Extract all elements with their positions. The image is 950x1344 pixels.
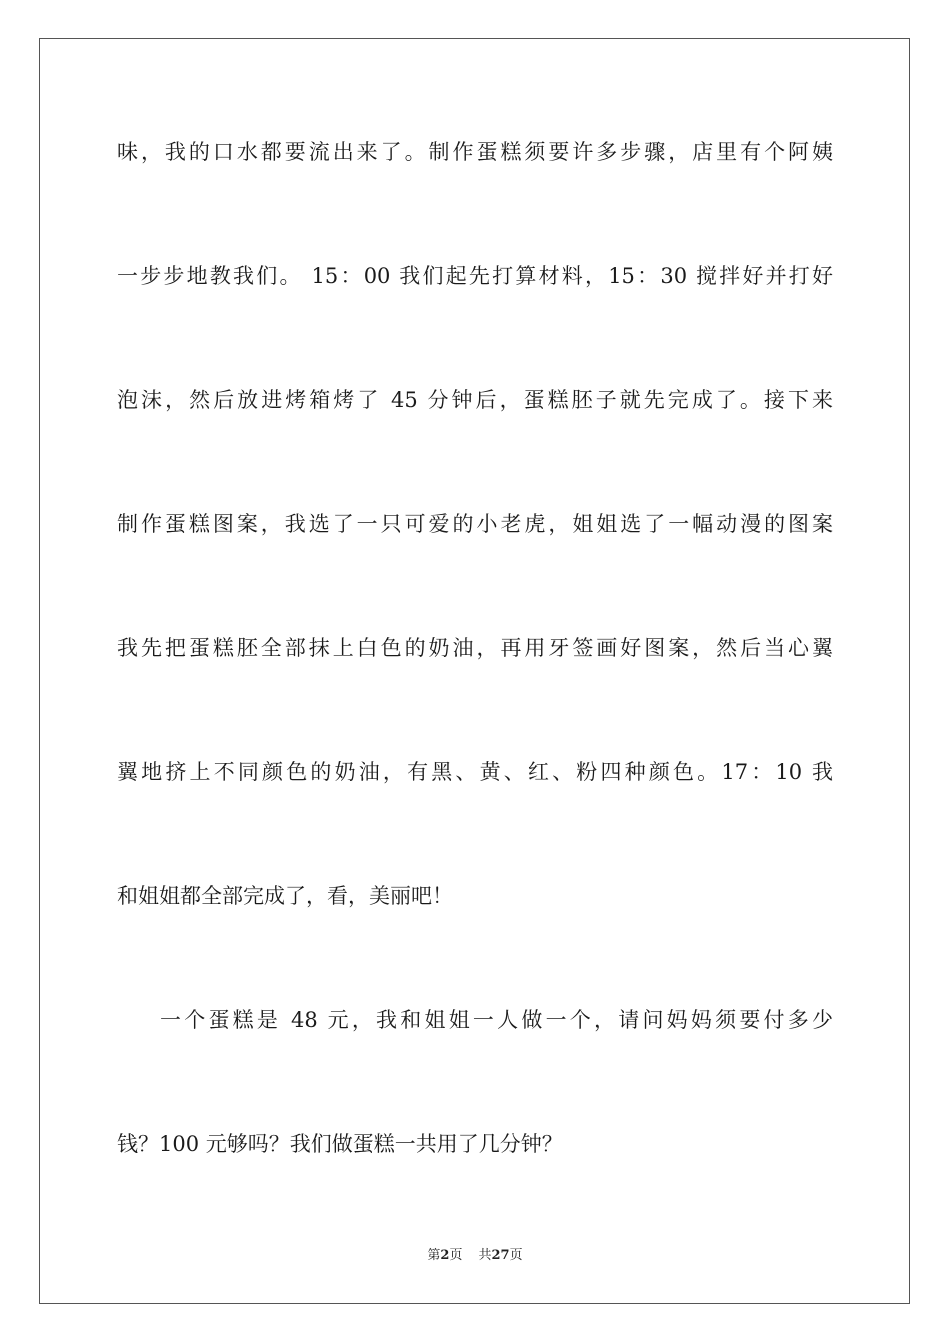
text-line: 和姐姐都全部完成了，看，美丽吧！ <box>117 884 453 908</box>
page-footer <box>0 1247 950 1265</box>
page-border <box>39 38 910 1304</box>
text-line: 制作蛋糕图案，我选了一只可爱的小老虎，姐姐选了一幅动漫的图案 <box>117 512 833 536</box>
text-line: 一步步地教我们。 15：00 我们起先打算材料，15：30 搅拌好并打好 <box>117 264 833 288</box>
text-line: 钱？100 元够吗？我们做蛋糕一共用了几分钟？ <box>117 1132 563 1156</box>
text-line: 我先把蛋糕胚全部抹上白色的奶油，再用牙签画好图案，然后当心翼 <box>117 636 833 660</box>
paragraph-first-line: 一个蛋糕是 48 元，我和姐姐一人做一个，请问妈妈须要付多少 <box>160 1008 833 1032</box>
total-pages: 27 <box>491 1248 510 1263</box>
total-prefix: 共 <box>478 1248 492 1263</box>
text-line: 味，我的口水都要流出来了。制作蛋糕须要许多步骤，店里有个阿姨 <box>117 140 833 164</box>
text-line: 泡沫，然后放进烤箱烤了 45 分钟后，蛋糕胚子就先完成了。接下来 <box>117 388 833 412</box>
page-number: 2 <box>440 1248 450 1263</box>
page-suffix: 页 <box>449 1248 463 1263</box>
text-line: 翼地挤上不同颜色的奶油，有黑、黄、红、粉四种颜色。17：10 我 <box>117 760 833 784</box>
total-suffix: 页 <box>509 1248 523 1263</box>
page-prefix: 第 <box>427 1248 441 1263</box>
